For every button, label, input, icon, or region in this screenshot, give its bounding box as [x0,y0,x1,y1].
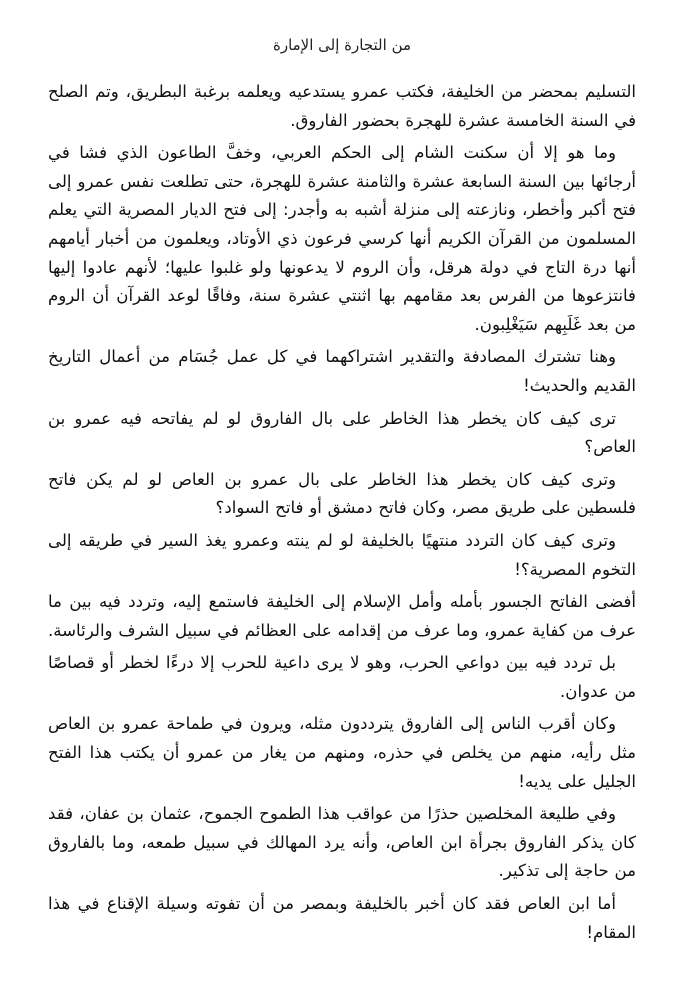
paragraph: أما ابن العاص فقد كان أخبر بالخليفة وبمصر من أن تفوته وسيلة الإقناع في هذا المقام! [48,894,636,942]
paragraph: وفي طليعة المخلصين حذرًا من عواقب هذا الطموح الجموح، عثمان بن عفان، فقد كان يذكر الفاروق بجرأة ابن العاص، وأنه يرد المهالك في سبيل طمعه، وما بالفاروق من حاجة إلى تذكير. [48,804,636,881]
paragraph: أفضى الفاتح الجسور بأمله وأمل الإسلام إلى الخليفة فاستمع إليه، وتردد فيه بين ما عرف من كفاية عمرو، وما عرف من إقدامه على العظائم في سبيل الشرف والرئاسة. [47,592,636,640]
body-text [48,78,636,947]
paragraph: وهنا تشترك المصادفة والتقدير اشتراكهما في كل عمل جُسَام من أعمال التاريخ القديم والحديث! [48,347,636,395]
paragraph: وما هو إلا أن سكنت الشام إلى الحكم العربي، وخفَّ الطاعون الذي فشا في أرجائها بين السنة السابعة عشرة والثامنة عشرة للهجرة، حتى تطلعت نفس عمرو إلى فتح أكبر وأخطر، ونازعته إلى منزلة أشبه به وأجدر: إلى فتح الديار المصرية التي يعلم المسلمون من القرآن الكريم أنها كرسي فرعون ذي الأوتاد، ويعلمون من أخبار أيامهم أنها درة التاج في دولة هرقل، وأن الروم لا يدعونها ولو غلبوا عليها؛ لأنهم عادوا إليها فانتزعوها من الفرس بعد مقامهم بها اثنتي عشرة سنة، وفاقًا لوعد القرآن أن الروم من بعد غَلَبِهم سَيَغْلِبون. [48,143,636,334]
paragraph: وكان أقرب الناس إلى الفاروق يترددون مثله، ويرون في طماحة عمرو بن العاص مثل رأيه، منهم من يخلص في حذره، ومنهم من يغار من عمرو أن يكتب هذا الفتح الجليل على يديه! [48,714,636,791]
paragraph: بل تردد فيه بين دواعي الحرب، وهو لا يرى داعية للحرب إلا درءًا لخطر أو قصاصًا من عدوان. [48,653,636,701]
paragraph: التسليم بمحضر من الخليفة، فكتب عمرو يستدعيه ويعلمه برغبة البطريق، وتم الصلح في السنة الخامسة عشرة للهجرة بحضور الفاروق. [48,82,636,130]
paragraph: وترى كيف كان التردد منتهيًا بالخليفة لو لم ينته وعمرو يغذ السير في طريقه إلى التخوم المصرية؟! [48,530,636,579]
paragraph: ترى كيف كان يخطر هذا الخاطر على بال الفاروق لو لم يفاتحه فيه عمرو بن العاص؟ [48,408,636,457]
paragraph: وترى كيف كان يخطر هذا الخاطر على بال عمرو بن العاص لو لم يكن فاتح فلسطين على طريق مصر، وكان فاتح دمشق أو فاتح السواد؟ [48,469,636,518]
running-header: من التجارة إلى الإمارة [272,36,412,54]
